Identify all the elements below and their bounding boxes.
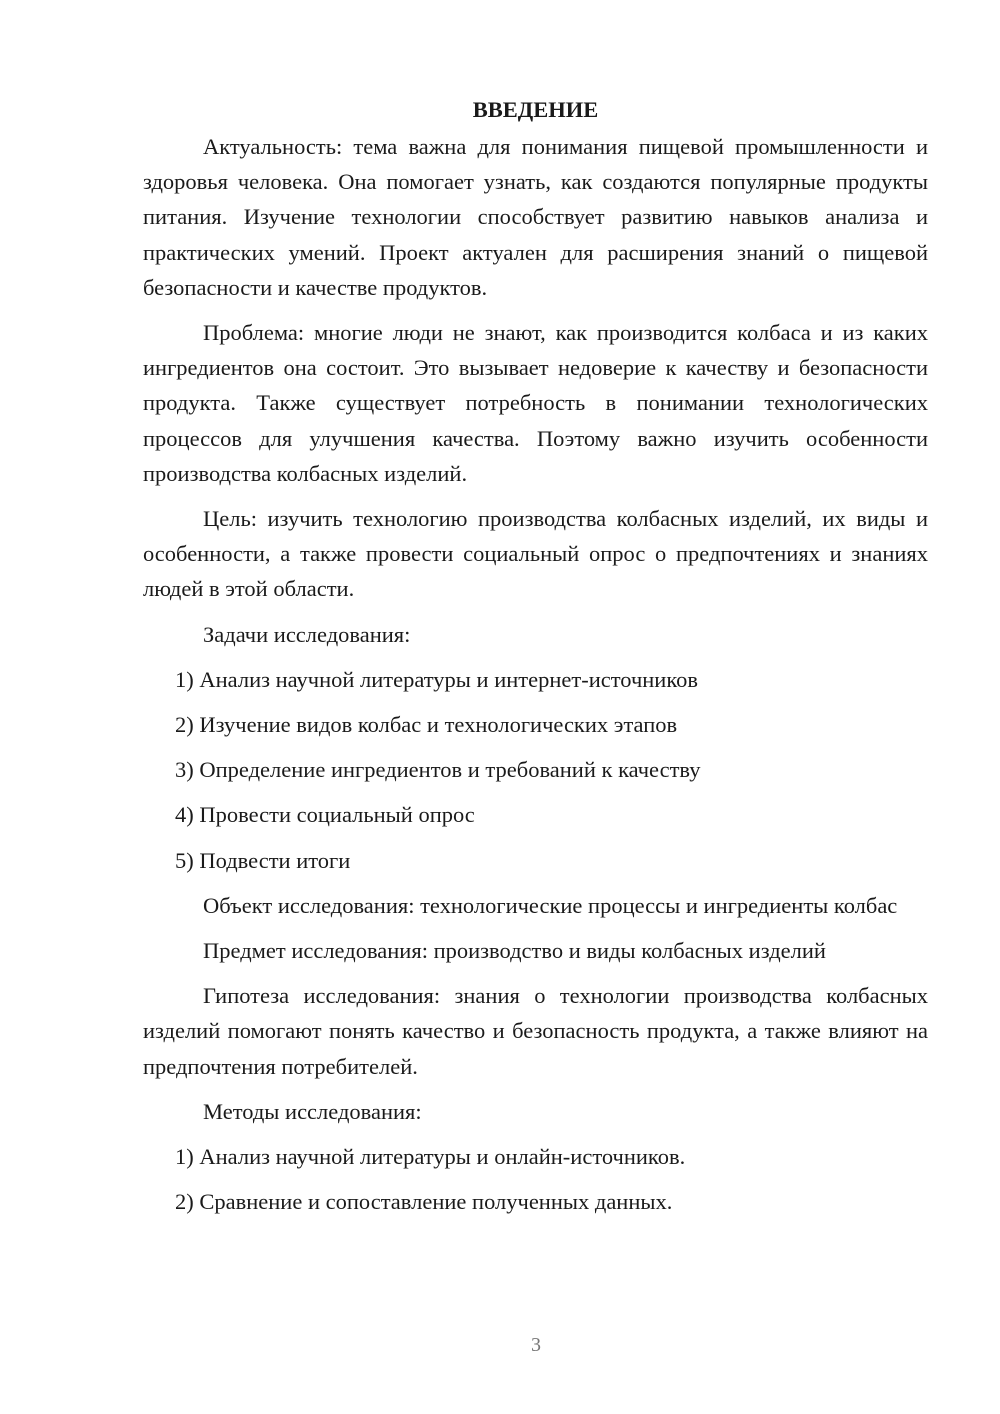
method-item-1: 1) Анализ научной литературы и онлайн-источников. bbox=[175, 1144, 686, 1170]
task-item-4: 4) Провести социальный опрос bbox=[175, 802, 475, 828]
methods-list bbox=[143, 1139, 928, 1219]
hypothesis-paragraph: Гипотеза исследования: знания о технологии производства колбасных изделий помогают понять качество и безопасность продукта, а также влияют на предпочтения потребителей. bbox=[143, 983, 928, 1079]
task-item-1: 1) Анализ научной литературы и интернет-источников bbox=[175, 666, 699, 692]
goal-paragraph: Цель: изучить технологию производства колбасных изделий, их виды и особенности, а также провести социальный опрос о предпочтениях и знаниях людей в этой области. bbox=[143, 506, 928, 602]
task-item-3: 3) Определение ингредиентов и требований к качеству bbox=[175, 757, 701, 783]
tasks-title: Задачи исследования: bbox=[203, 621, 411, 647]
task-item-2: 2) Изучение видов колбас и технологических этапов bbox=[175, 712, 678, 738]
methods-title: Методы исследования: bbox=[203, 1098, 422, 1124]
object-paragraph: Объект исследования: технологические процессы и ингредиенты колбас bbox=[203, 892, 898, 918]
method-item-2: 2) Сравнение и сопоставление полученных данных. bbox=[175, 1189, 673, 1215]
task-item-5: 5) Подвести итоги bbox=[175, 847, 351, 873]
page-number: 3 bbox=[531, 1334, 541, 1356]
relevance-paragraph: Актуальность: тема важна для понимания пищевой промышленности и здоровья человека. Она помогает узнать, как создаются популярные продукты питания. Изучение технологии способствует развитию навыков анализа и практических умений. Проект актуален для расширения знаний о пищевой безопасности и качестве продуктов. bbox=[143, 134, 928, 300]
document-page bbox=[143, 92, 928, 1229]
section-heading: ВВЕДЕНИЕ bbox=[472, 97, 599, 122]
subject-paragraph: Предмет исследования: производство и виды колбасных изделий bbox=[203, 938, 826, 964]
problem-paragraph: Проблема: многие люди не знают, как производится колбаса и из каких ингредиентов она состоит. Это вызывает недоверие к качеству и безопасности продукта. Также существует потребность в понимании технологических процессов для улучшения качества. Поэтому важно изучить особенности производства колбасных изделий. bbox=[143, 320, 928, 486]
tasks-list bbox=[143, 662, 928, 878]
